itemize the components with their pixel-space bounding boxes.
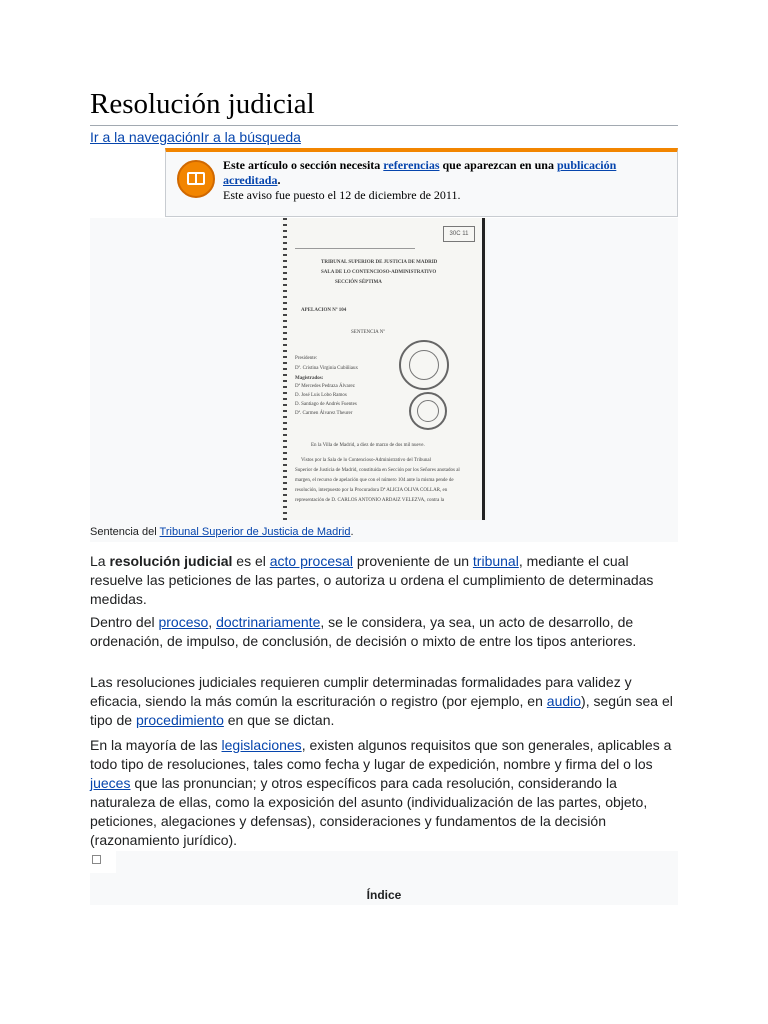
text: Las resoluciones judiciales requieren cumplir determinadas formalidades para validez y eficacia, siendo la más común la escrituración o registro (por ejemplo, en: [90, 674, 632, 709]
text: ,: [208, 614, 217, 630]
scan-magistrates: Magistrados:: [295, 376, 324, 381]
scan-body-6: representación de D. CARLOS ANTONIO ARDAIZ VELEZVA, contra la: [295, 498, 445, 503]
page-title: Resolución judicial: [90, 88, 315, 120]
references-notice: [165, 148, 678, 217]
corner-stamp: 30C 11: [443, 226, 475, 242]
scan-body-1: En la Villa de Madrid, a diez de marzo de dos mil nueve.: [311, 443, 425, 448]
title-divider: [90, 125, 678, 126]
jueces-link[interactable]: jueces: [90, 775, 131, 791]
court-stamp-2: [409, 392, 447, 430]
scan-president-name: Dº. Cristina Virginia Cubiñiaux: [295, 366, 359, 371]
book-icon: [177, 160, 215, 198]
scan-body-3: Superior de Justicia de Madrid, constituida en Sección por los Señores anotados al: [295, 468, 460, 473]
tribunal-superior-link[interactable]: Tribunal Superior de Justicia de Madrid: [159, 526, 351, 538]
text: que las pronuncian; y otros específicos para cada resolución, considerando la naturaleza de ellas, como la exposición del asunto (individualización de las partes, objeto, peticiones, alegaciones y defensas), consideraciones y fundamentos de la decisión (razonamiento jurídico).: [90, 775, 648, 848]
image-caption: [90, 526, 354, 538]
court-stamp-1: [399, 340, 449, 390]
scan-appeal: APELACION Nº 104: [301, 308, 347, 313]
text: ), según sea el tipo de: [90, 693, 673, 728]
toc-title: Índice: [366, 888, 402, 902]
notice-text: [223, 158, 663, 203]
text: proveniente de un: [353, 553, 473, 569]
notice-line1-start: Este artículo o sección necesita: [223, 158, 384, 172]
notice-line1-end: .: [277, 173, 281, 187]
text: en que se dictan.: [223, 712, 335, 728]
referencias-link[interactable]: referencias: [383, 158, 440, 172]
paragraph-3: [90, 673, 682, 730]
caption-end: .: [350, 526, 354, 538]
court-sentence-scan-image[interactable]: [281, 218, 487, 520]
notice-date: Este aviso fue puesto el 12 de diciembre de 2011.: [223, 188, 461, 202]
scan-magistrate-1: Dª Mercedes Pedraza Álvarez: [295, 384, 355, 389]
jump-to-search-link[interactable]: Ir a la búsqueda: [200, 129, 301, 145]
caption-start: Sentencia del: [90, 526, 160, 538]
thumbnail: [90, 218, 678, 542]
scan-magistrate-4: Dª. Carmen Álvarez Theurer: [295, 411, 353, 416]
toc-toggle-checkbox[interactable]: [92, 855, 101, 864]
scan-president: Presidente:: [295, 356, 318, 361]
text: Dentro del: [90, 614, 159, 630]
paragraph-4: [90, 736, 682, 850]
jump-to-navigation-link[interactable]: Ir a la navegación: [90, 129, 201, 145]
scan-body-5: resolución, interpuesto por la Procuradora Dª ALICIA OLIVA COLLAR, en: [295, 488, 448, 493]
bold-term: resolución judicial: [109, 553, 233, 569]
text: , existen algunos requisitos que son generales, aplicables a todo tipo de resoluciones, tales como fecha y lugar de expedición, nombre y firma del o los: [90, 737, 672, 772]
scan-body-2: Vistos por la Sala de lo Contencioso-Administrativo del Tribunal: [301, 458, 431, 463]
publicacion-acreditada-link[interactable]: publicación acreditada: [223, 158, 617, 187]
scan-body-4: margen, el recurso de apelación que con el número 104 ante la misma pende de: [295, 478, 454, 483]
tribunal-link[interactable]: tribunal: [472, 553, 519, 569]
audio-link[interactable]: audio: [546, 693, 582, 709]
paragraph-2: [90, 613, 682, 651]
procedimiento-link[interactable]: procedimiento: [135, 712, 224, 728]
acto-procesal-link[interactable]: acto procesal: [269, 553, 354, 569]
toc-toggle-wrapper: [90, 851, 116, 873]
table-of-contents: [90, 851, 678, 905]
scan-magistrate-3: D. Santiago de Andrés Fuentes: [295, 402, 357, 407]
legislaciones-link[interactable]: legislaciones: [221, 737, 302, 753]
text: La: [90, 553, 110, 569]
text: , se le considera, ya sea, un acto de desarrollo, de ordenación, de impulso, de conclusión, de decisión o mixto de entre los tipos anteriores.: [90, 614, 637, 649]
scan-header-2: SALA DE LO CONTENCIOSO-ADMINISTRATIVO: [321, 270, 437, 275]
paragraph-1: [90, 552, 682, 609]
notice-line1-mid: que aparezcan en una: [439, 158, 557, 172]
scan-magistrate-2: D. José Luis Lobo Ramos: [295, 393, 347, 398]
text: , mediante el cual resuelve las peticiones de las partes, o autoriza u ordena el cumplimiento de determinadas medidas.: [90, 553, 654, 607]
scan-sentencia: SENTENCIA Nº: [351, 330, 385, 335]
jump-links: [90, 129, 301, 145]
text: es el: [232, 553, 270, 569]
text: En la mayoría de las: [90, 737, 222, 753]
scan-header-1: TRIBUNAL SUPERIOR DE JUSTICIA DE MADRID: [321, 260, 438, 265]
doctrinariamente-link[interactable]: doctrinariamente: [216, 614, 321, 630]
proceso-link[interactable]: proceso: [158, 614, 209, 630]
scan-header-3: SECCIÓN SÉPTIMA: [335, 280, 382, 285]
